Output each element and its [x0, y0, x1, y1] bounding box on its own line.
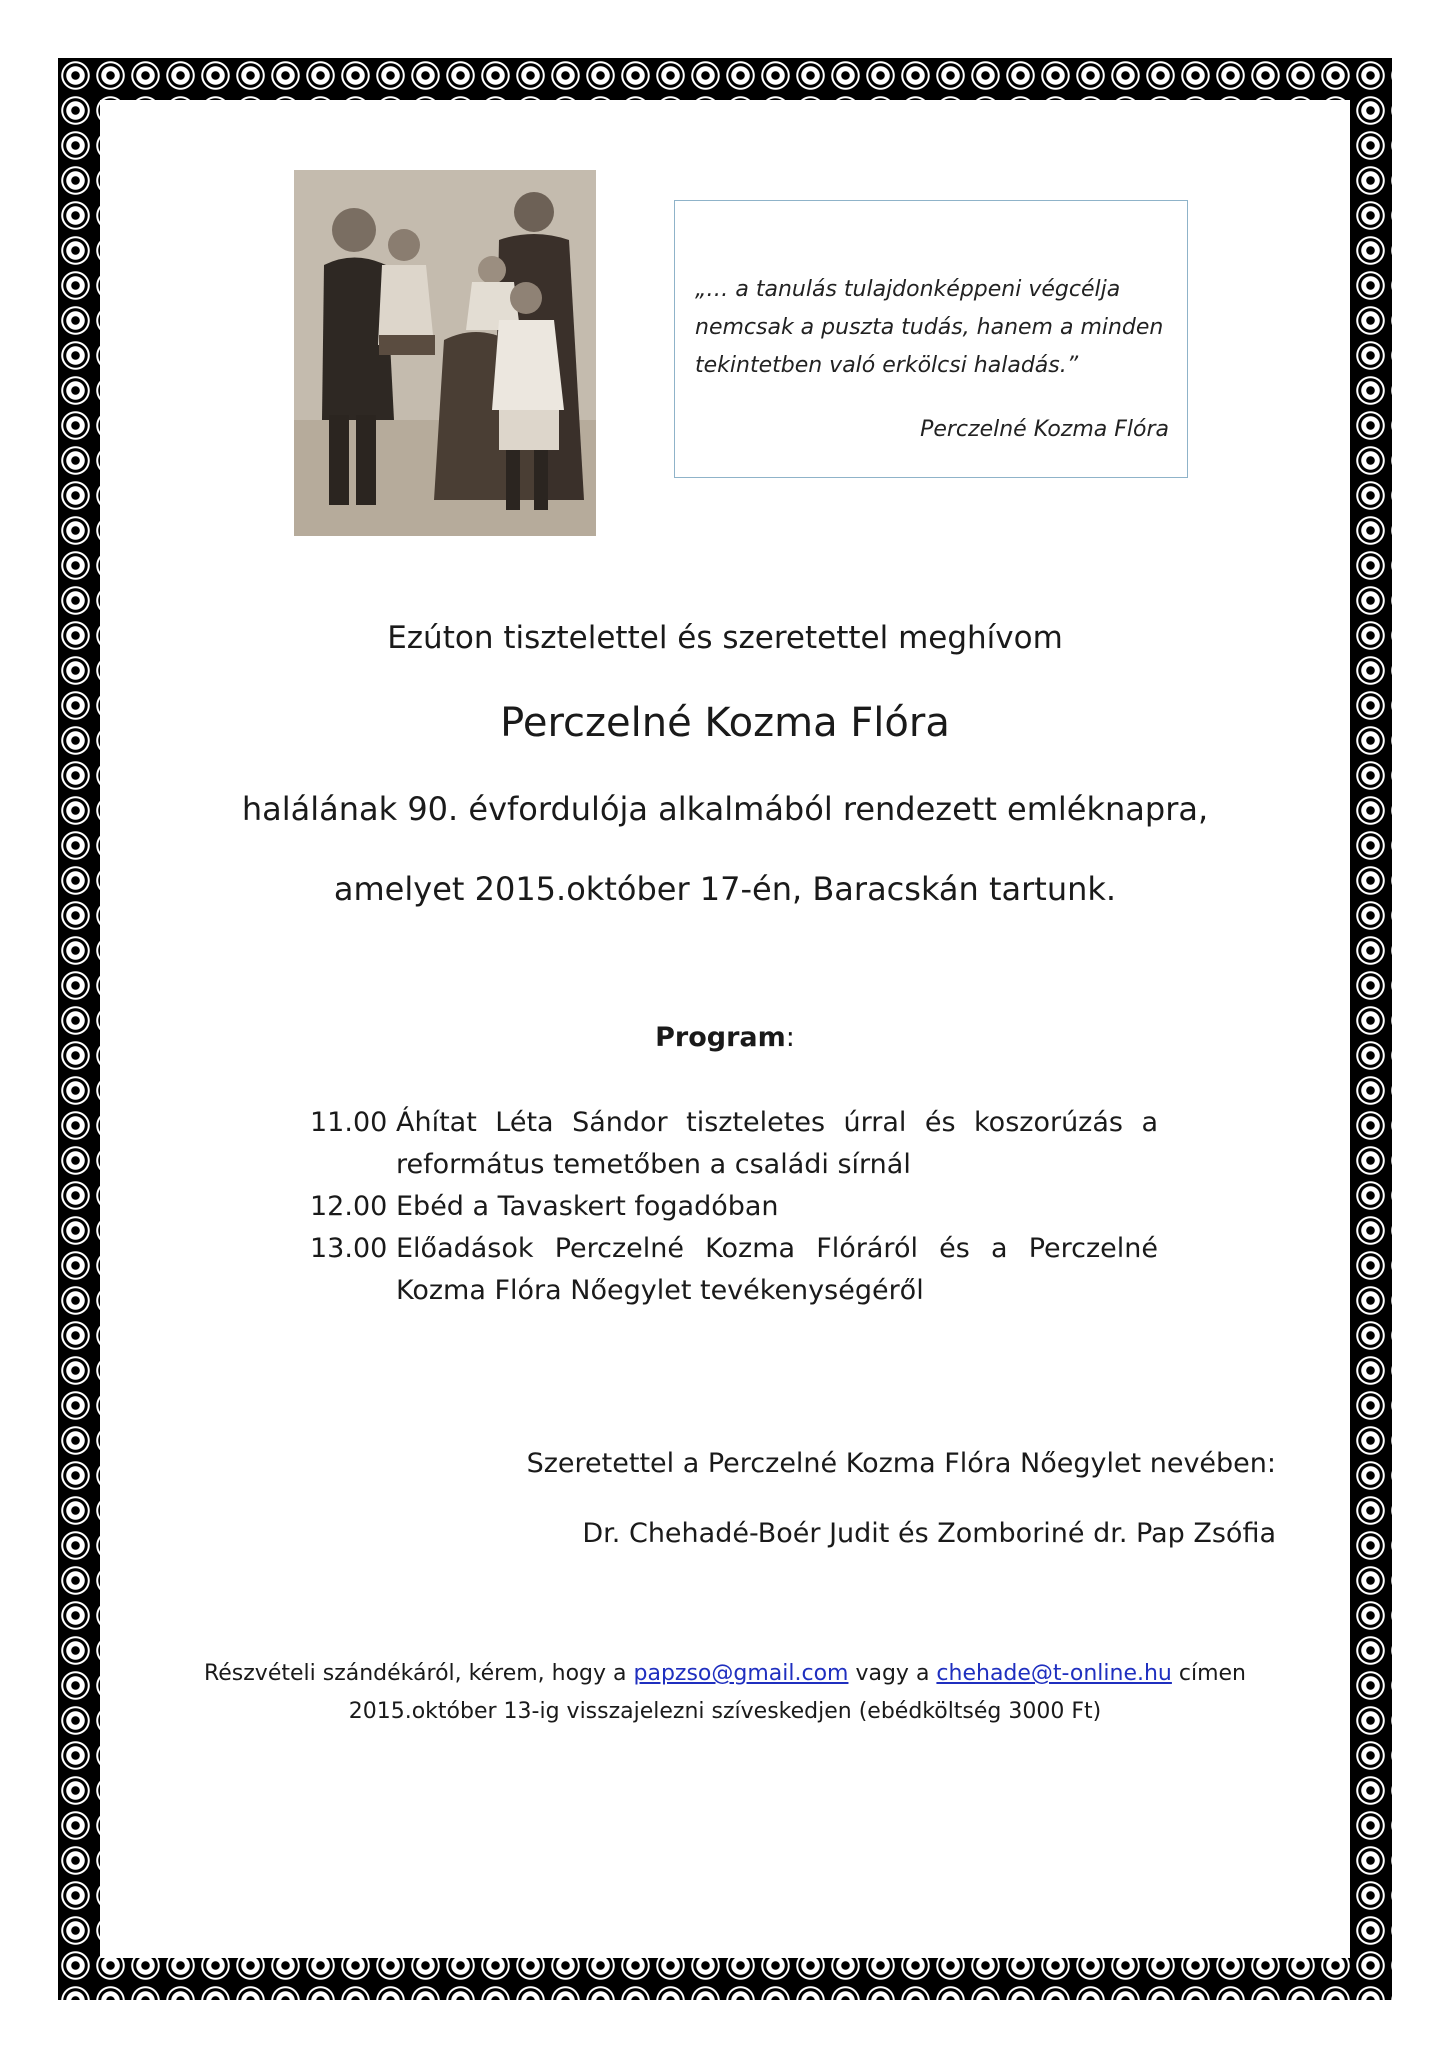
program-description	[396, 1102, 1158, 1144]
signature-intro: Szeretettel a Perczelné Kozma Flóra Nőegylet nevében:	[526, 1448, 1276, 1479]
program-heading	[100, 1022, 1350, 1053]
program-list	[310, 1102, 1158, 1312]
rsvp-note	[100, 1655, 1350, 1731]
program-heading-colon: :	[785, 1022, 795, 1053]
program-item-continuation	[310, 1270, 1158, 1312]
date-location-text: amelyet 2015.október 17-én, Baracskán tartunk.	[333, 870, 1117, 908]
program-time: 12.00	[310, 1191, 388, 1222]
rsvp-deadline: 2015.október 13-ig visszajelezni szíveskedjen (ebédköltség 3000 Ft)	[348, 1699, 1102, 1724]
invitation-intro: Ezúton tisztelettel és szeretettel meghívom	[387, 620, 1063, 656]
program-description-line: Ebéd a Tavaskert fogadóban	[396, 1191, 779, 1222]
program-item-continuation	[310, 1144, 1158, 1186]
program-heading-label: Program	[655, 1022, 786, 1053]
program-description-line: református temetőben a családi sírnál	[396, 1149, 911, 1180]
program-description	[396, 1186, 1158, 1228]
program-description-line: Áhítat Léta Sándor tiszteletes úrral és koszorúzás a	[396, 1107, 1158, 1138]
email-link-chehade[interactable]: chehade@t-online.hu	[936, 1661, 1172, 1686]
family-photo	[294, 170, 596, 536]
program-time: 13.00	[310, 1233, 388, 1264]
rsvp-text: Részvételi szándékáról, kérem, hogy a	[203, 1661, 634, 1686]
rsvp-line	[100, 1655, 1350, 1693]
rsvp-text: vagy a	[848, 1661, 937, 1686]
signature-names: Dr. Chehadé-Boér Judit és Zomboriné dr. Pap Zsófia	[582, 1518, 1276, 1549]
occasion-text: halálának 90. évfordulója alkalmából rendezett emléknapra,	[241, 790, 1209, 828]
program-description-line: Kozma Flóra Nőegylet tevékenységéről	[396, 1275, 924, 1306]
program-description-line: Előadások Perczelné Kozma Flóráról és a Perczelné	[396, 1233, 1158, 1264]
program-description	[396, 1228, 1158, 1270]
quote-line: „… a tanulás tulajdonképpeni végcélja	[695, 277, 1121, 302]
program-item	[310, 1186, 1158, 1228]
quote-author: Perczelné Kozma Flóra	[920, 417, 1169, 442]
quote-line: nemcsak a puszta tudás, hanem a minden	[695, 315, 1164, 340]
quote-line: tekintetben való erkölcsi haladás.”	[695, 353, 1079, 378]
honoree-name: Perczelné Kozma Flóra	[500, 700, 950, 746]
program-item	[310, 1228, 1158, 1270]
quote-box	[674, 200, 1188, 478]
email-link-papzso[interactable]: papzso@gmail.com	[633, 1661, 849, 1686]
rsvp-text: címen	[1171, 1661, 1247, 1686]
program-item	[310, 1102, 1158, 1144]
program-time: 11.00	[310, 1107, 388, 1138]
